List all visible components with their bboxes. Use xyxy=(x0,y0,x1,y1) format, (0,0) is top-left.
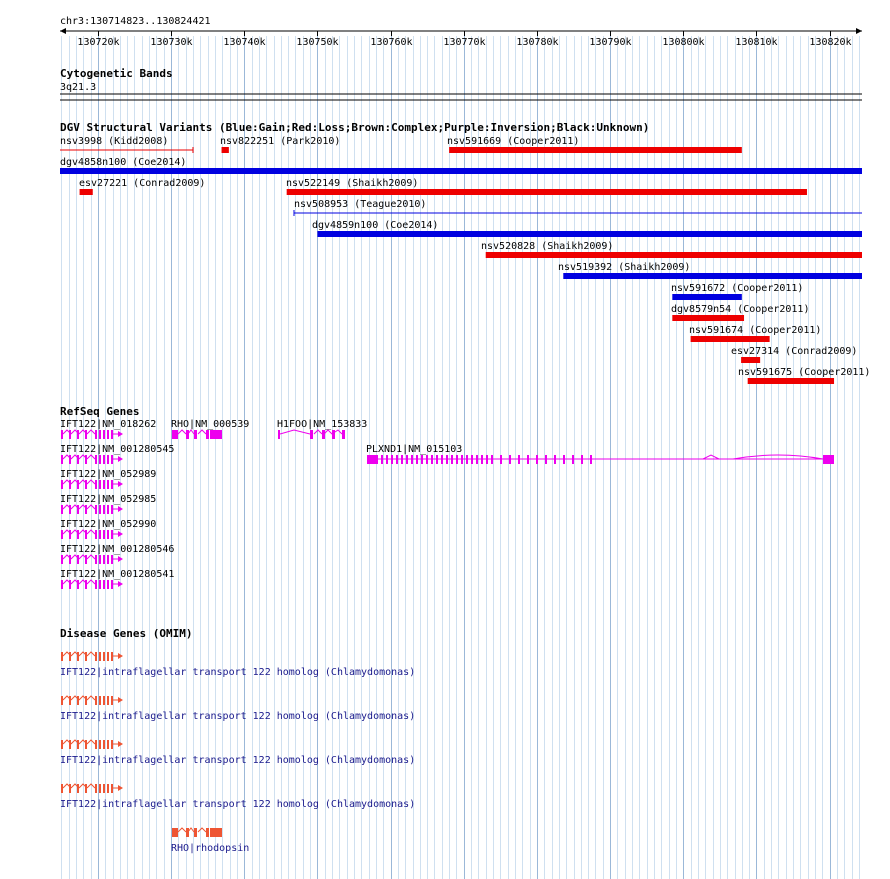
gene-exon xyxy=(69,480,71,489)
ruler-tick-label: 130770k xyxy=(443,37,486,48)
gene-exon xyxy=(103,652,105,661)
dgv-feature-bar xyxy=(449,147,742,153)
gene-exon xyxy=(77,652,79,661)
gene-exon xyxy=(172,828,178,837)
gene-exon xyxy=(77,580,79,589)
track-refseq-genes[interactable] xyxy=(60,405,834,589)
gene-exon xyxy=(581,455,583,464)
gene-exon xyxy=(391,455,393,464)
gene-exon xyxy=(69,696,71,705)
gene-exon xyxy=(69,652,71,661)
track-title-refseq: RefSeq Genes xyxy=(60,405,140,418)
dgv-feature-label: nsv591669 (Cooper2011) xyxy=(447,136,580,147)
gene-exon xyxy=(545,455,547,464)
gene-exon xyxy=(103,455,105,464)
ruler-tick-label: 130820k xyxy=(809,37,852,48)
gene-exon xyxy=(107,505,109,514)
gene-exon xyxy=(103,480,105,489)
dgv-feature[interactable] xyxy=(60,157,862,174)
gene-exon xyxy=(342,430,345,439)
track-title-omim: Disease Genes (OMIM) xyxy=(60,627,193,640)
gene-exon xyxy=(85,696,87,705)
gene-exon xyxy=(431,455,433,464)
dgv-feature-label: nsv591675 (Cooper2011) xyxy=(738,367,871,378)
omim-gene-label: IFT122|intraflagellar transport 122 homolog (Chlamydomonas) xyxy=(60,711,416,722)
gene-exon xyxy=(554,455,556,464)
dgv-feature-label: nsv508953 (Teague2010) xyxy=(294,199,427,210)
gene-exon xyxy=(61,696,63,705)
gene-exon xyxy=(77,480,79,489)
gene-exon xyxy=(99,555,101,564)
track-title-cytogenetic-bands: Cytogenetic Bands xyxy=(60,67,173,80)
dgv-feature-bar xyxy=(486,252,862,258)
gene-exon xyxy=(107,784,109,793)
gene-exon xyxy=(411,455,413,464)
dgv-feature-label: dgv4859n100 (Coe2014) xyxy=(312,220,439,231)
gene-intron xyxy=(178,430,206,434)
gene-exon xyxy=(386,455,388,464)
dgv-feature[interactable] xyxy=(312,220,862,237)
gene-exon xyxy=(476,455,478,464)
gene-exon xyxy=(99,505,101,514)
gene-exon xyxy=(77,555,79,564)
ruler-right-arrow-icon[interactable] xyxy=(856,28,862,34)
dgv-feature-bar xyxy=(222,147,229,153)
gene-exon xyxy=(85,740,87,749)
ruler-tick-label: 130780k xyxy=(516,37,559,48)
gene-exon xyxy=(95,530,97,539)
gene-exon xyxy=(107,652,109,661)
omim-gene-label: IFT122|intraflagellar transport 122 homolog (Chlamydomonas) xyxy=(60,799,416,810)
gene-exon xyxy=(186,430,189,439)
gene-exon xyxy=(99,580,101,589)
ruler-tick-label: 130760k xyxy=(370,37,413,48)
gene-exon xyxy=(69,740,71,749)
gene-exon xyxy=(61,652,63,661)
gene-exon xyxy=(77,530,79,539)
gene-exon xyxy=(103,696,105,705)
gene-exon xyxy=(310,430,313,439)
gene-exon xyxy=(77,455,79,464)
gene-exon xyxy=(107,530,109,539)
gene-exon xyxy=(563,455,565,464)
gene-exon xyxy=(61,430,63,439)
gene-exon xyxy=(509,455,511,464)
ruler-tick-label: 130800k xyxy=(662,37,705,48)
refseq-gene-label: IFT122|NM_052985 xyxy=(60,494,157,505)
gene-exon xyxy=(85,455,87,464)
gene-exon xyxy=(103,530,105,539)
gene-exon xyxy=(85,530,87,539)
gene-exon xyxy=(107,455,109,464)
gene-exon xyxy=(99,530,101,539)
gene-exon xyxy=(85,555,87,564)
gene-exon xyxy=(527,455,529,464)
ruler-tick-label: 130720k xyxy=(77,37,120,48)
gene-exon xyxy=(61,480,63,489)
refseq-gene[interactable] xyxy=(60,469,156,489)
gene-exon xyxy=(823,455,834,464)
gene-exon xyxy=(491,455,493,464)
gene-exon xyxy=(103,555,105,564)
dgv-feature[interactable] xyxy=(671,283,803,300)
gene-exon xyxy=(518,455,520,464)
refseq-gene-label: IFT122|NM_001280546 xyxy=(60,544,175,555)
dgv-feature[interactable] xyxy=(689,325,821,342)
dgv-feature-bar xyxy=(748,378,834,384)
dgv-feature-bar xyxy=(563,273,862,279)
gene-exon xyxy=(61,555,63,564)
gene-exon xyxy=(69,505,71,514)
dgv-feature-label: nsv520828 (Shaikh2009) xyxy=(481,241,614,252)
gene-intron xyxy=(178,828,206,832)
refseq-gene-label: IFT122|NM_052990 xyxy=(60,519,157,530)
dgv-feature-label: esv27314 (Conrad2009) xyxy=(731,346,858,357)
ruler-tick-label: 130740k xyxy=(223,37,266,48)
ruler[interactable] xyxy=(60,16,862,48)
dgv-feature[interactable] xyxy=(60,136,193,153)
gene-exon xyxy=(278,430,280,439)
gene-exon xyxy=(61,784,63,793)
gene-exon xyxy=(85,430,87,439)
gene-exon xyxy=(416,455,418,464)
gene-exon xyxy=(85,505,87,514)
refseq-gene-label: H1FOO|NM_153833 xyxy=(277,419,368,430)
gene-exon xyxy=(95,455,97,464)
refseq-gene[interactable] xyxy=(277,419,367,439)
omim-gene-label: IFT122|intraflagellar transport 122 homolog (Chlamydomonas) xyxy=(60,755,416,766)
gene-exon xyxy=(406,455,408,464)
gene-exon xyxy=(99,652,101,661)
gene-exon xyxy=(95,696,97,705)
dgv-feature[interactable] xyxy=(447,136,742,153)
gene-exon xyxy=(367,455,378,464)
gene-exon xyxy=(85,580,87,589)
gene-exon xyxy=(103,505,105,514)
dgv-feature[interactable] xyxy=(558,262,862,279)
dgv-feature[interactable] xyxy=(294,199,862,216)
ruler-tick-label: 130750k xyxy=(296,37,339,48)
refseq-gene[interactable] xyxy=(60,419,156,439)
refseq-gene[interactable] xyxy=(60,444,174,464)
refseq-gene-label: PLXND1|NM_015103 xyxy=(366,444,463,455)
gene-exon xyxy=(107,696,109,705)
gene-exon xyxy=(381,455,383,464)
dgv-feature-label: nsv591672 (Cooper2011) xyxy=(671,283,804,294)
gene-exon xyxy=(210,828,222,837)
gene-exon xyxy=(85,784,87,793)
dgv-feature-label: nsv822251 (Park2010) xyxy=(220,136,341,147)
gene-exon xyxy=(206,828,209,837)
gene-exon xyxy=(95,784,97,793)
dgv-feature-label: nsv3998 (Kidd2008) xyxy=(60,136,169,147)
gene-exon xyxy=(186,828,189,837)
gene-exon xyxy=(99,430,101,439)
gene-exon xyxy=(99,480,101,489)
ruler-tick-label: 130790k xyxy=(589,37,632,48)
dgv-feature-label: nsv519392 (Shaikh2009) xyxy=(558,262,691,273)
gene-exon xyxy=(69,555,71,564)
dgv-feature-bar xyxy=(317,231,862,237)
dgv-feature-bar xyxy=(80,189,93,195)
gene-exon xyxy=(69,430,71,439)
gene-exon xyxy=(99,455,101,464)
dgv-feature-bar xyxy=(672,294,742,300)
gene-exon xyxy=(99,696,101,705)
dgv-feature[interactable] xyxy=(220,136,340,153)
gene-exon xyxy=(451,455,453,464)
gene-exon xyxy=(536,455,538,464)
gene-exon xyxy=(194,430,197,439)
gene-exon xyxy=(69,580,71,589)
gene-exon xyxy=(99,740,101,749)
gene-exon xyxy=(103,580,105,589)
cytoband-label: 3q21.3 xyxy=(60,82,97,93)
gene-exon xyxy=(466,455,468,464)
gene-exon xyxy=(461,455,463,464)
gene-exon xyxy=(85,652,87,661)
gene-exon xyxy=(481,455,483,464)
dgv-feature-bar xyxy=(287,189,807,195)
dgv-feature-label: nsv591674 (Cooper2011) xyxy=(689,325,822,336)
gene-exon xyxy=(107,555,109,564)
dgv-feature-label: esv27221 (Conrad2009) xyxy=(79,178,206,189)
omim-gene-label: IFT122|intraflagellar transport 122 homolog (Chlamydomonas) xyxy=(60,667,416,678)
omim-gene-label: RHO|rhodopsin xyxy=(171,843,250,854)
dgv-feature-bar xyxy=(691,336,770,342)
ruler-tick-label: 130810k xyxy=(735,37,778,48)
dgv-feature[interactable] xyxy=(481,241,862,258)
gene-exon xyxy=(107,740,109,749)
refseq-gene-label: IFT122|NM_001280545 xyxy=(60,444,175,455)
dgv-feature-label: dgv8579n54 (Cooper2011) xyxy=(671,304,810,315)
ruler-left-arrow-icon[interactable] xyxy=(60,28,66,34)
gene-exon xyxy=(77,505,79,514)
dgv-feature-label: nsv522149 (Shaikh2009) xyxy=(286,178,419,189)
dgv-feature-bar xyxy=(741,357,760,363)
dgv-features xyxy=(60,136,870,384)
gene-exon xyxy=(446,455,448,464)
ruler-tick-label: 130730k xyxy=(150,37,193,48)
gene-exon xyxy=(95,740,97,749)
gene-exon xyxy=(95,652,97,661)
gene-exon xyxy=(77,696,79,705)
gene-exon xyxy=(99,784,101,793)
location-label: chr3:130714823..130824421 xyxy=(60,16,211,27)
gene-exon xyxy=(103,784,105,793)
gene-exon xyxy=(107,430,109,439)
gene-exon xyxy=(69,455,71,464)
gene-exon xyxy=(103,740,105,749)
gene-exon xyxy=(456,455,458,464)
gene-exon xyxy=(436,455,438,464)
gene-exon xyxy=(107,480,109,489)
gene-exon xyxy=(401,455,403,464)
gene-exon xyxy=(61,530,63,539)
track-title-dgv: DGV Structural Variants (Blue:Gain;Red:Loss;Brown:Complex;Purple:Inversion;Black:Unknown) xyxy=(60,121,650,134)
track-cytogenetic-bands[interactable] xyxy=(60,67,862,100)
gene-exon xyxy=(95,555,97,564)
gene-exon xyxy=(441,455,443,464)
gene-exon xyxy=(206,430,209,439)
gene-exon xyxy=(85,480,87,489)
gene-exon xyxy=(95,480,97,489)
refseq-features xyxy=(60,419,834,589)
dgv-feature-label: dgv4858n100 (Coe2014) xyxy=(60,157,187,168)
gene-exon xyxy=(590,455,592,464)
refseq-gene-label: IFT122|NM_018262 xyxy=(60,419,157,430)
gene-exon xyxy=(107,580,109,589)
dgv-feature[interactable] xyxy=(286,178,807,195)
dgv-feature[interactable] xyxy=(671,304,809,321)
gene-exon xyxy=(396,455,398,464)
gene-exon xyxy=(61,580,63,589)
gene-exon xyxy=(322,430,325,439)
gene-exon xyxy=(471,455,473,464)
gene-exon xyxy=(61,740,63,749)
gene-exon xyxy=(172,430,178,439)
gene-exon xyxy=(69,784,71,793)
gene-exon xyxy=(572,455,574,464)
refseq-gene-label: IFT122|NM_001280541 xyxy=(60,569,175,580)
gene-exon xyxy=(332,430,335,439)
dgv-feature[interactable] xyxy=(738,367,870,384)
track-dgv-structural-variants[interactable] xyxy=(60,121,870,384)
gene-exon xyxy=(95,505,97,514)
refseq-gene-label: RHO|NM_000539 xyxy=(171,419,250,430)
gene-exon xyxy=(500,455,502,464)
gene-exon xyxy=(421,455,423,464)
gene-exon xyxy=(77,740,79,749)
gene-exon xyxy=(61,455,63,464)
gene-exon xyxy=(61,505,63,514)
refseq-gene[interactable] xyxy=(60,494,156,514)
gene-exon xyxy=(77,430,79,439)
gene-exon xyxy=(95,580,97,589)
refseq-gene[interactable] xyxy=(60,519,156,539)
dgv-feature-bar xyxy=(60,168,862,174)
gene-exon xyxy=(210,430,222,439)
gene-exon xyxy=(426,455,428,464)
gene-exon xyxy=(194,828,197,837)
gene-exon xyxy=(95,430,97,439)
refseq-gene[interactable] xyxy=(60,569,174,589)
refseq-gene[interactable] xyxy=(60,544,174,564)
gene-exon xyxy=(69,530,71,539)
refseq-gene-label: IFT122|NM_052989 xyxy=(60,469,157,480)
dgv-feature-bar xyxy=(672,315,744,321)
gene-exon xyxy=(486,455,488,464)
gene-exon xyxy=(77,784,79,793)
refseq-gene[interactable] xyxy=(366,444,834,464)
dgv-feature[interactable] xyxy=(731,346,857,363)
gene-exon xyxy=(103,430,105,439)
